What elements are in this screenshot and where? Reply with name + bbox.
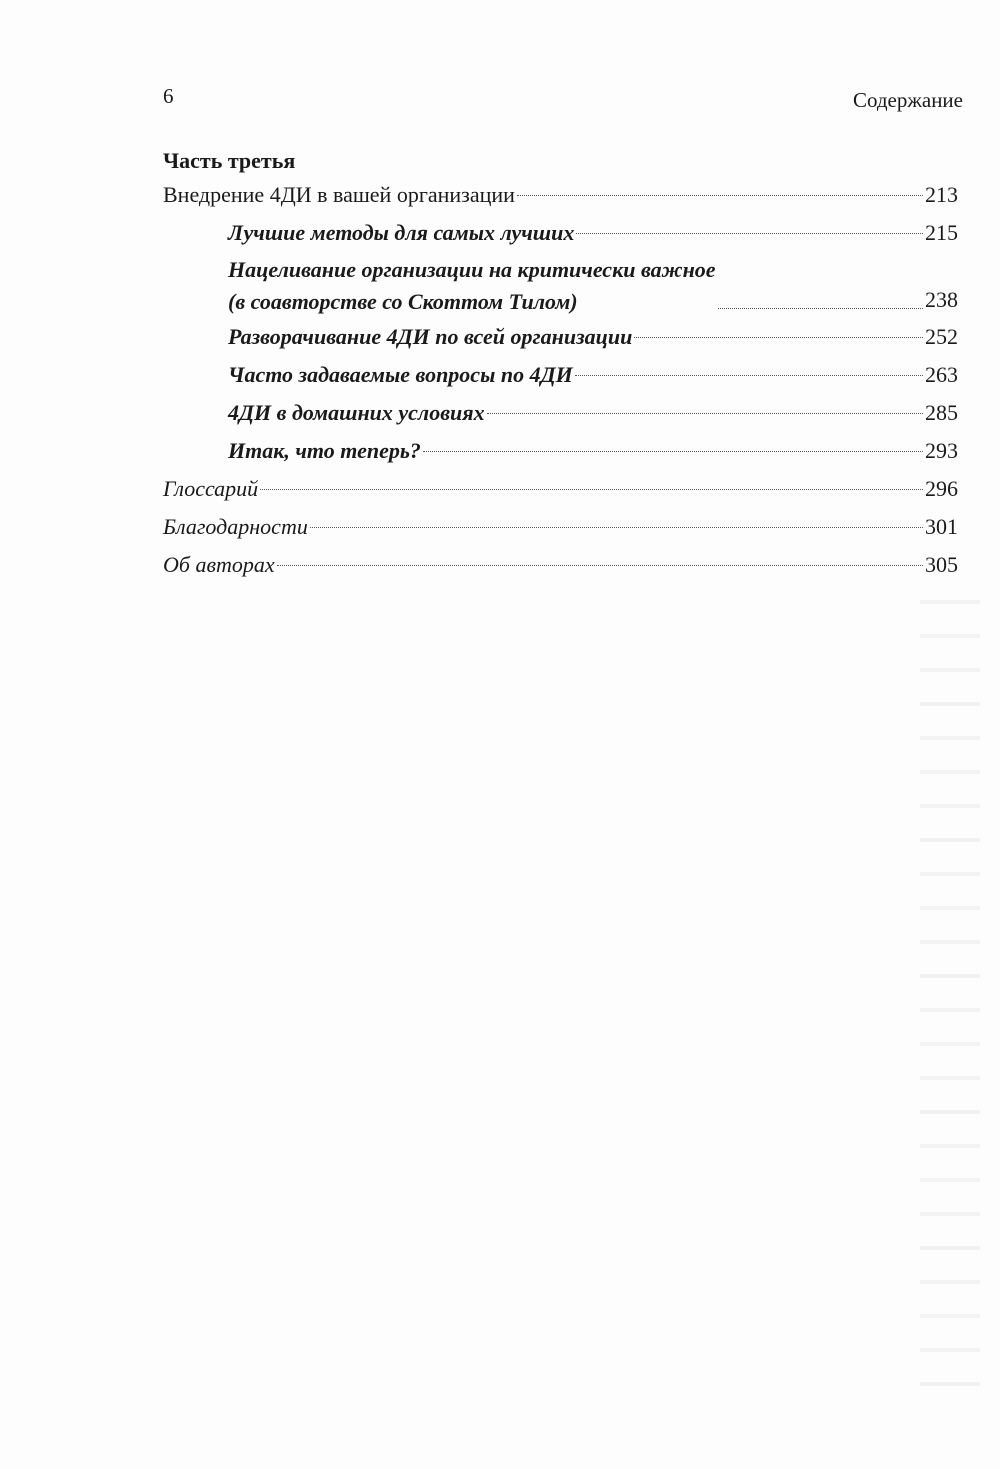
toc-entry-page: 215: [925, 220, 958, 245]
toc-entry-page: 263: [925, 362, 958, 387]
dot-leader: [718, 308, 923, 309]
toc-entry-title-line: (в соавторстве со Скоттом Тилом): [228, 289, 578, 314]
toc-entry-back-matter: [163, 508, 958, 546]
toc-entry-title: Об авторах: [163, 552, 275, 577]
running-head: Содержание: [852, 88, 963, 112]
dot-leader: [423, 451, 923, 452]
part-heading: Часть третья: [163, 148, 296, 173]
toc-entry-title-line: Нацеливание организации на критически важное: [228, 257, 716, 282]
toc-entry-back-matter: [163, 470, 958, 508]
dot-leader: [576, 233, 923, 234]
toc-entry-chapter: [163, 394, 958, 432]
dot-leader: [487, 413, 923, 414]
show-through-texture: [920, 600, 980, 1400]
toc-entry-page: 301: [925, 514, 958, 539]
dot-leader: [575, 375, 923, 376]
toc-entry-page: 213: [925, 182, 958, 207]
page-number: 6: [163, 84, 174, 108]
toc-entry-page: 285: [925, 400, 958, 425]
toc-entry-chapter: [163, 356, 958, 394]
toc-entry-back-matter: [163, 546, 958, 584]
toc-entry-title: Внедрение 4ДИ в вашей организации: [163, 182, 515, 207]
toc-entry-page: 296: [925, 476, 958, 501]
dot-leader: [310, 527, 923, 528]
toc-entry-title: Итак, что теперь?: [228, 438, 421, 463]
toc-entry-title: Разворачивание 4ДИ по всей организации: [228, 324, 633, 349]
dot-leader: [277, 565, 923, 566]
dot-leader: [634, 337, 923, 338]
toc-entry-title: Лучшие методы для самых лучших: [228, 220, 575, 245]
dot-leader: [260, 489, 923, 490]
toc-entry-page: 238: [925, 287, 958, 312]
toc-entry-title: 4ДИ в домашних условиях: [228, 400, 485, 425]
toc-entry-title: [228, 252, 716, 318]
toc-entry-chapter: [163, 432, 958, 470]
toc-entry-chapter: [163, 214, 958, 252]
toc-entry-part: [163, 176, 958, 214]
toc-entry-title: Благодарности: [163, 514, 308, 539]
table-of-contents: [163, 146, 958, 584]
toc-entry-title: Глоссарий: [163, 476, 259, 501]
dot-leader: [517, 195, 923, 196]
toc-entry-page: 293: [925, 438, 958, 463]
toc-entry-chapter: [163, 252, 958, 318]
toc-entry-page: 252: [925, 324, 958, 349]
toc-entry-title: Часто задаваемые вопросы по 4ДИ: [228, 362, 573, 387]
toc-entry-chapter: [163, 318, 958, 356]
toc-entry-page: 305: [925, 552, 958, 577]
